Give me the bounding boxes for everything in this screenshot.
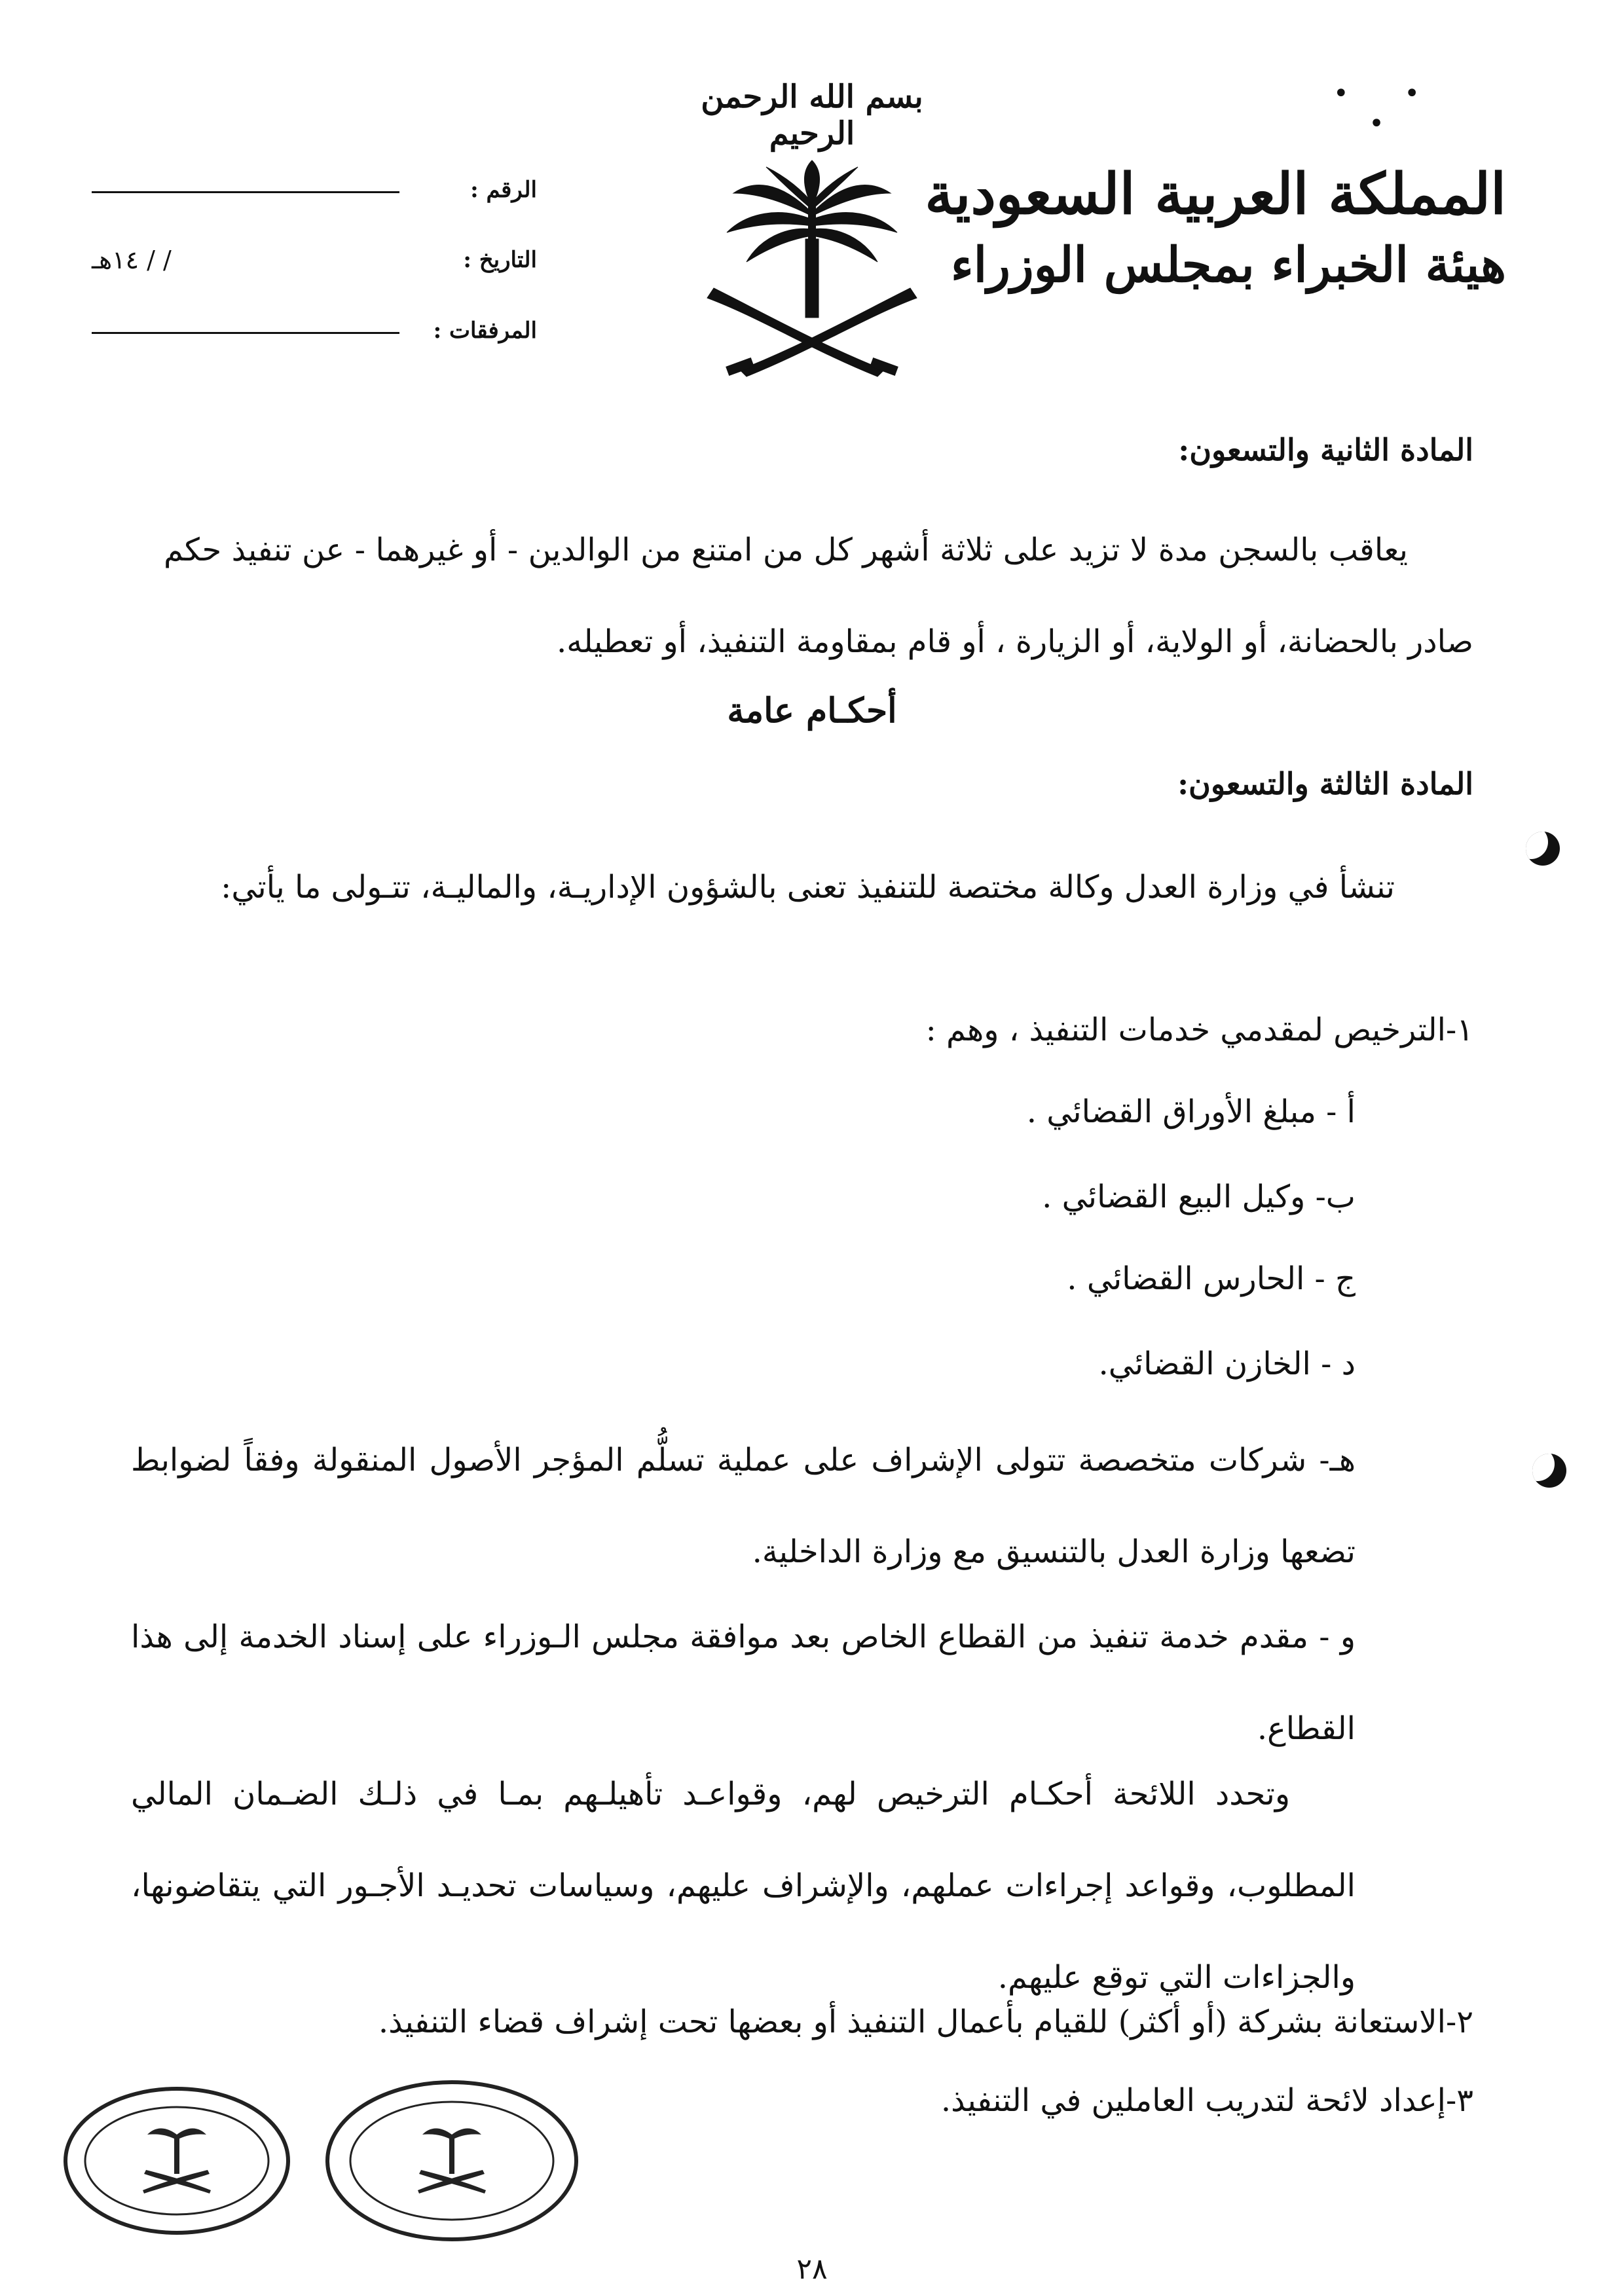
kingdom-title: المملكة العربية السعودية <box>925 161 1506 227</box>
attachments-label: المرفقات : <box>433 318 537 344</box>
article-93-intro: تنشأ في وزارة العدل وكالة مختصة للتنفيذ تعنى بالشؤون الإداريـة، والماليـة، تتـولى ما يأتي: <box>221 869 1395 906</box>
item-1: ١-الترخيص لمقدمي خدمات التنفيذ ، وهم : <box>925 1012 1473 1048</box>
sub-item-w: و - مقدم خدمة تنفيذ من القطاع الخاص بعد موافقة مجلس الـوزراء على إسناد الخدمة إلى هذا القطاع. <box>131 1619 1356 1747</box>
basmala-text: بسم الله الرحمن الرحيم <box>701 79 923 152</box>
stamp-experts-authority <box>321 2076 583 2246</box>
section-title: أحكـام عامة <box>727 691 897 731</box>
margin-crescent-mark <box>1526 832 1560 866</box>
sub-item-a: أ - مبلغ الأوراق القضائي . <box>1026 1093 1356 1130</box>
page-number: ٢٨ <box>796 2252 828 2286</box>
reference-label: الرقم : <box>470 177 537 203</box>
basmala <box>681 79 943 152</box>
sub-item-d: د - الخازن القضائي. <box>1098 1346 1356 1382</box>
saudi-emblem-icon <box>681 154 943 403</box>
article-92-title: المادة الثانية والتسعون: <box>1178 432 1473 468</box>
sub-item-c: ج - الحارس القضائي . <box>1067 1260 1356 1297</box>
attachments-field <box>92 318 537 344</box>
item-3: ٣-إعداد لائحة لتدريب العاملين في التنفيذ. <box>940 2082 1473 2119</box>
reference-line <box>92 187 399 193</box>
date-field <box>92 246 537 274</box>
attachments-line <box>92 328 399 334</box>
authority-title: هيئة الخبراء بمجلس الوزراء <box>950 237 1506 293</box>
sub-item-b: ب- وكيل البيع القضائي . <box>1042 1179 1356 1215</box>
stamp-secretariat <box>59 2082 295 2239</box>
article-92-text: يعاقب بالسجن مدة لا تزيد على ثلاثة أشهر كل من امتنع من الوالدين - أو غيرهما - عن تنفيذ حكم صادر بالحضانة، أو الولاية، أو الزيارة ، أو قام بمقاومة التنفيذ، أو تعطيله. <box>164 532 1473 660</box>
reference-field <box>92 177 537 203</box>
sub-item-h: هـ- شركات متخصصة تتولى الإشراف على عملية تسلُّم المؤجر الأصول المنقولة وفقاً لضوابط تضعها وزارة العدل بالتنسيق مع وزارة الداخلية. <box>131 1442 1356 1570</box>
article-93-title: المادة الثالثة والتسعون: <box>1177 766 1473 801</box>
corner-dots: • • • <box>1333 79 1443 139</box>
item-2: ٢-الاستعانة بشركة (أو أكثر) للقيام بأعمال التنفيذ أو بعضها تحت إشراف قضاء التنفيذ. <box>378 2004 1473 2040</box>
date-label: التاريخ : <box>463 247 537 273</box>
regulation-paragraph: وتحدد اللائحة أحكـام الترخيص لهم، وقواعـد تأهيلـهم بمـا في ذلـك الضـمان المالي المطلوب، وقواعد إجراءات عملهم، والإشراف عليهم، وسياسات تحديـد الأجـور التي يتقاضونها، والجزاءات التي توقع عليهم. <box>131 1776 1356 1996</box>
date-value: / / ١٤هـ <box>92 246 172 274</box>
margin-crescent-mark <box>1532 1454 1566 1488</box>
